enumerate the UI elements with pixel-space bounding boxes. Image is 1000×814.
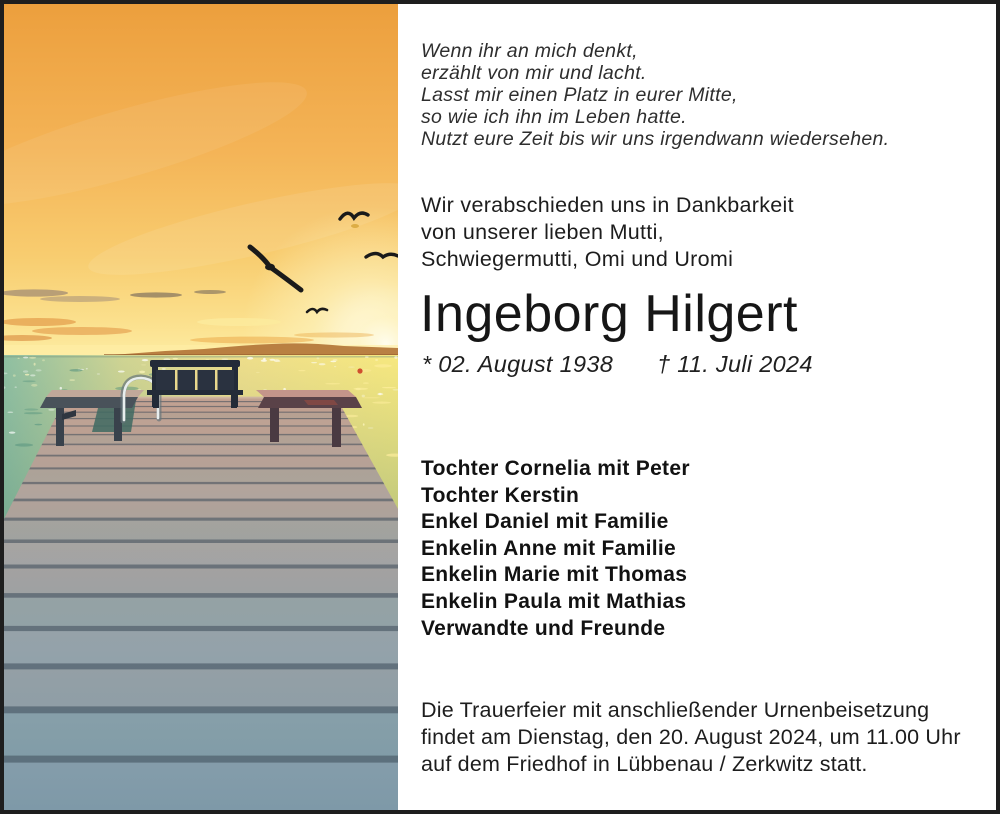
- mourner-line: Enkelin Anne mit Familie: [421, 536, 676, 560]
- cloud-streak: [130, 292, 182, 297]
- mourner-line: Enkelin Paula mit Mathias: [421, 589, 687, 613]
- pier-photo-canvas: [4, 4, 398, 810]
- mourner-line: Tochter Cornelia mit Peter: [421, 457, 690, 480]
- funeral-line: Die Trauerfeier mit anschließender Urnenbeisetzung: [421, 698, 930, 722]
- pier-sunset-photo: [4, 4, 398, 810]
- poem-line: Lasst mir einen Platz in eurer Mitte,: [421, 84, 738, 106]
- cloud-streak: [40, 296, 120, 302]
- farewell-line: Schwiegermutti, Omi und Uromi: [421, 247, 734, 271]
- pier-planks: [4, 401, 398, 810]
- mourner-line: Enkel Daniel mit Familie: [421, 510, 669, 534]
- mourner-line: Verwandte und Freunde: [421, 616, 666, 640]
- poem-line: erzählt von mir und lacht.: [421, 62, 647, 84]
- cloud-streak-orange: [294, 332, 374, 337]
- life-dates: [422, 352, 813, 378]
- cloud-streak: [194, 290, 226, 294]
- cloud-streak-orange: [32, 327, 132, 335]
- poem-line: Wenn ihr an mich denkt,: [421, 40, 638, 62]
- farewell-line: Wir verabschieden uns in Dankbarkeit: [421, 193, 794, 217]
- mourner-line: Enkelin Marie mit Thomas: [421, 563, 688, 587]
- buoy-dot: [357, 368, 362, 373]
- mourners-list: [421, 456, 690, 642]
- memorial-poem: [421, 40, 889, 150]
- funeral-line: auf dem Friedhof in Lübbenau / Zerkwitz statt.: [421, 752, 868, 776]
- funeral-line: findet am Dienstag, den 20. August 2024, um 11.00 Uhr: [421, 725, 961, 749]
- mourner-line: Tochter Kerstin: [421, 483, 580, 507]
- farewell-text: [421, 192, 794, 273]
- cloud-streak-orange: [190, 337, 314, 344]
- cloud-streak-bright: [197, 318, 281, 326]
- deceased-name: Ingeborg Hilgert: [420, 285, 798, 343]
- birth-date: * 02. August 1938: [422, 351, 614, 377]
- farewell-line: von unserer lieben Mutti,: [421, 220, 664, 244]
- bird-body: [265, 264, 275, 271]
- bird-glint: [351, 224, 359, 228]
- poem-line: so wie ich ihn im Leben hatte.: [421, 106, 687, 128]
- poem-line: Nutzt eure Zeit bis wir uns irgendwann wiedersehen.: [421, 128, 890, 150]
- death-date: † 11. Juli 2024: [657, 351, 813, 377]
- funeral-notice: [421, 697, 961, 778]
